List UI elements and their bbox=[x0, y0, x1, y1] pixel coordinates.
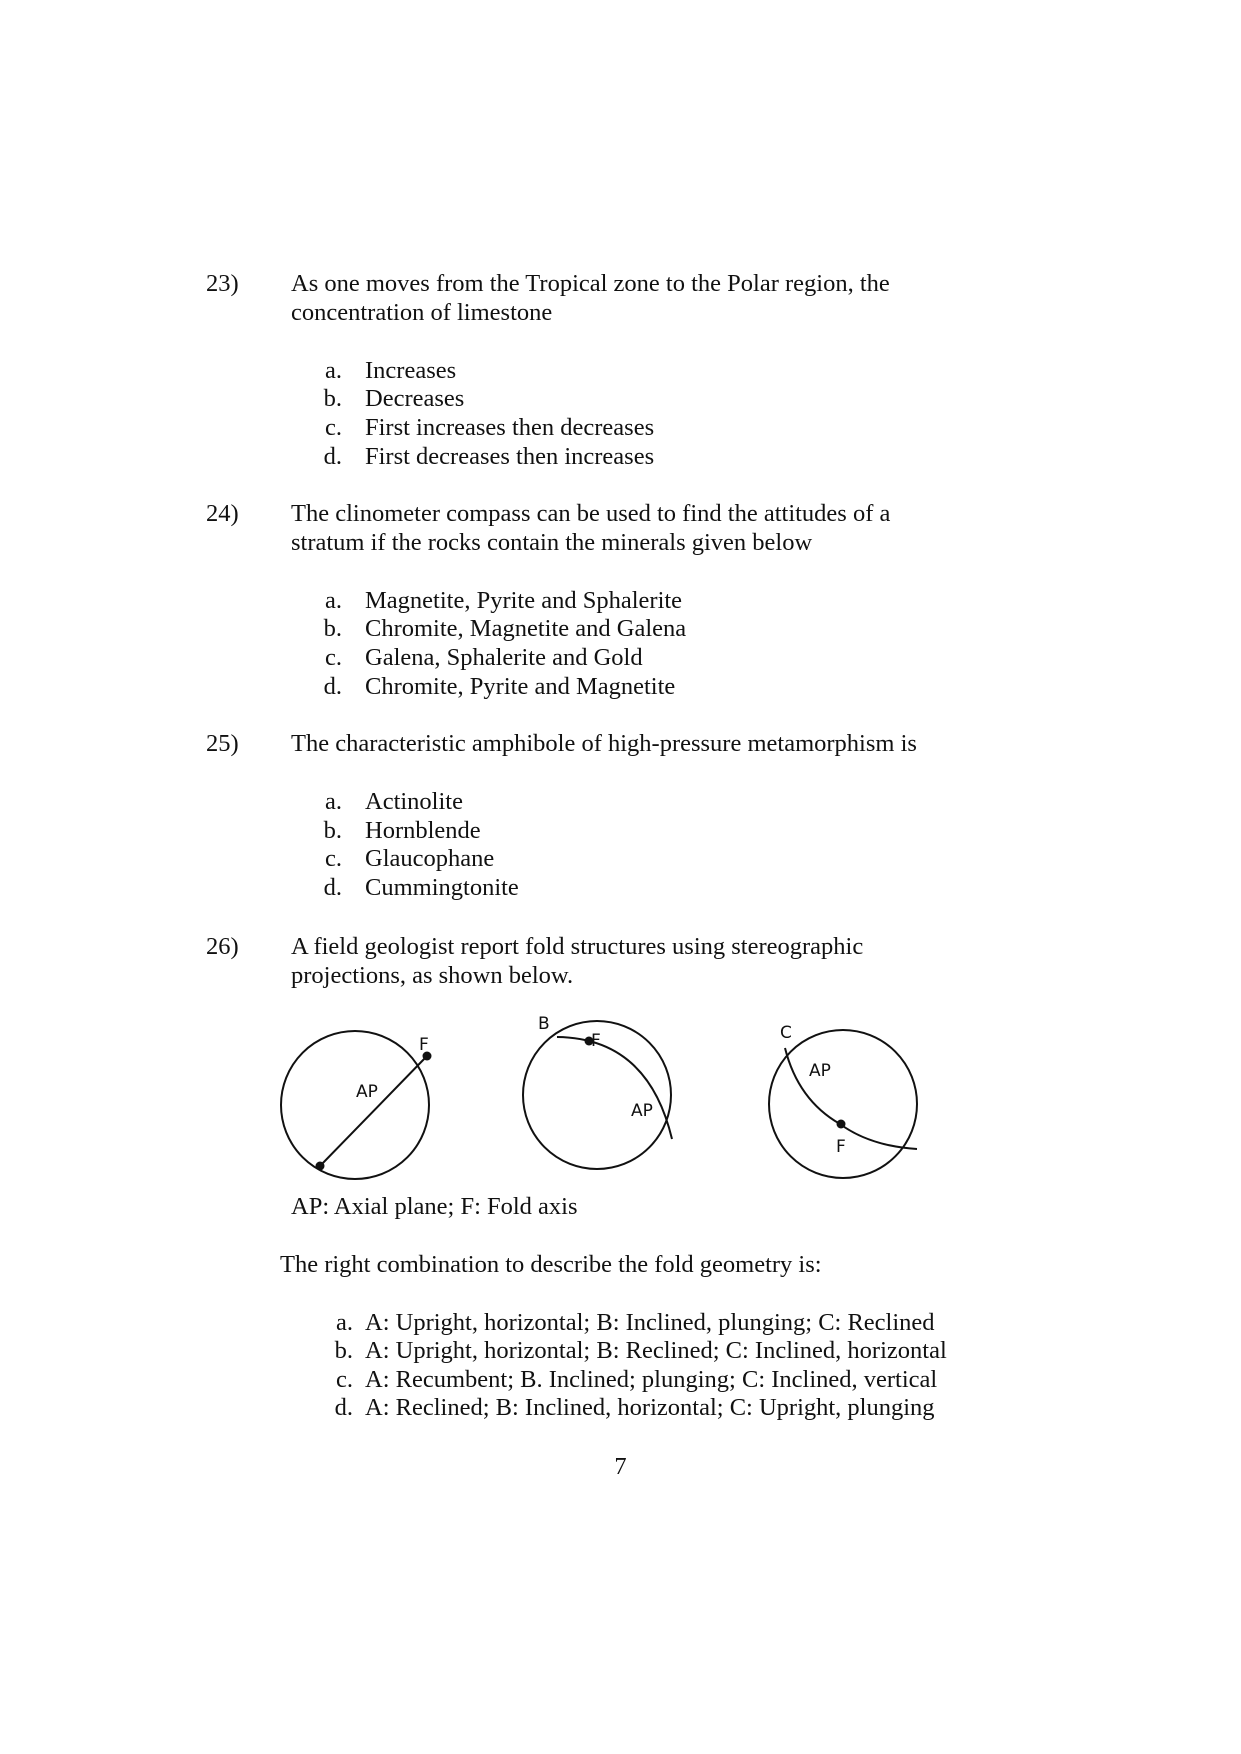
option-text: Cummingtonite bbox=[365, 874, 519, 901]
stereonet-c-label: C bbox=[780, 1023, 792, 1043]
stereonet-c-axial-plane bbox=[785, 1048, 917, 1149]
option-text: A: Upright, horizontal; B: Reclined; C: Inclined, horizontal bbox=[365, 1337, 947, 1364]
option-letter: c. bbox=[325, 644, 342, 671]
figure-legend: AP: Axial plane; F: Fold axis bbox=[291, 1193, 578, 1220]
stereonet-b-label: B bbox=[538, 1014, 550, 1034]
option-text: Decreases bbox=[365, 385, 465, 412]
option-text: Actinolite bbox=[365, 788, 463, 815]
stereonet-b-f-label: F bbox=[591, 1031, 601, 1051]
question-number: 25) bbox=[206, 730, 239, 757]
question-text-line-1: A field geologist report fold structures using stereographic bbox=[291, 933, 864, 960]
question-number: 24) bbox=[206, 500, 239, 527]
option-text: Galena, Sphalerite and Gold bbox=[365, 644, 643, 671]
stereonet-a-primitive bbox=[281, 1031, 429, 1179]
option-text: Magnetite, Pyrite and Sphalerite bbox=[365, 587, 683, 614]
question-text-line-1: As one moves from the Tropical zone to the Polar region, the bbox=[291, 270, 890, 297]
option-text: A: Recumbent; B. Inclined; plunging; C: Inclined, vertical bbox=[365, 1366, 938, 1393]
stereonet-b bbox=[523, 1014, 672, 1169]
option-text: First decreases then increases bbox=[365, 443, 655, 470]
option-letter: d. bbox=[323, 443, 342, 470]
stereographic-projections-figure bbox=[280, 1000, 960, 1190]
option-text: Increases bbox=[365, 357, 457, 384]
option-letter: c. bbox=[325, 845, 342, 872]
stereonet-c bbox=[769, 1023, 917, 1178]
stereonet-a-ap-label: AP bbox=[356, 1082, 378, 1102]
option-letter: a. bbox=[325, 357, 342, 384]
option-letter: c. bbox=[336, 1366, 353, 1393]
option-text: First increases then decreases bbox=[365, 414, 655, 441]
option-text: Glaucophane bbox=[365, 845, 495, 872]
option-letter: c. bbox=[325, 414, 342, 441]
option-letter: b. bbox=[323, 615, 342, 642]
option-letter: a. bbox=[336, 1309, 353, 1336]
option-text: Chromite, Pyrite and Magnetite bbox=[365, 673, 676, 700]
question-text-line-1: The clinometer compass can be used to find the attitudes of a bbox=[291, 500, 891, 527]
option-letter: b. bbox=[323, 385, 342, 412]
question-number: 23) bbox=[206, 270, 239, 297]
option-text: Hornblende bbox=[365, 817, 481, 844]
stereonet-b-axial-plane bbox=[557, 1037, 672, 1139]
stereonet-a-axial-plane bbox=[320, 1056, 427, 1166]
question-text-line-2: projections, as shown below. bbox=[291, 962, 574, 989]
option-letter: d. bbox=[334, 1394, 353, 1421]
option-text: A: Upright, horizontal; B: Inclined, plunging; C: Reclined bbox=[365, 1309, 935, 1336]
stereonet-b-ap-label: AP bbox=[631, 1101, 653, 1121]
option-letter: a. bbox=[325, 587, 342, 614]
page-number: 7 bbox=[614, 1453, 627, 1480]
stereonet-c-f-label: F bbox=[836, 1137, 846, 1157]
option-text: Chromite, Magnetite and Galena bbox=[365, 615, 687, 642]
question-text-line-1: The characteristic amphibole of high-pressure metamorphism is bbox=[291, 730, 917, 757]
question-text-line-2: stratum if the rocks contain the minerals given below bbox=[291, 529, 813, 556]
option-letter: d. bbox=[323, 673, 342, 700]
option-letter: a. bbox=[325, 788, 342, 815]
stereonet-c-ap-label: AP bbox=[809, 1061, 831, 1081]
stereonet-c-fold-axis-point bbox=[837, 1120, 846, 1129]
stereonet-a-f-label: F bbox=[419, 1035, 429, 1055]
option-letter: b. bbox=[323, 817, 342, 844]
question-prompt: The right combination to describe the fold geometry is: bbox=[280, 1251, 822, 1278]
option-letter: b. bbox=[334, 1337, 353, 1364]
stereonet-a-point bbox=[316, 1162, 325, 1171]
question-text-line-2: concentration of limestone bbox=[291, 299, 553, 326]
option-text: A: Reclined; B: Inclined, horizontal; C: Upright, plunging bbox=[365, 1394, 935, 1421]
option-letter: d. bbox=[323, 874, 342, 901]
question-number: 26) bbox=[206, 933, 239, 960]
stereonet-a bbox=[281, 1031, 432, 1179]
